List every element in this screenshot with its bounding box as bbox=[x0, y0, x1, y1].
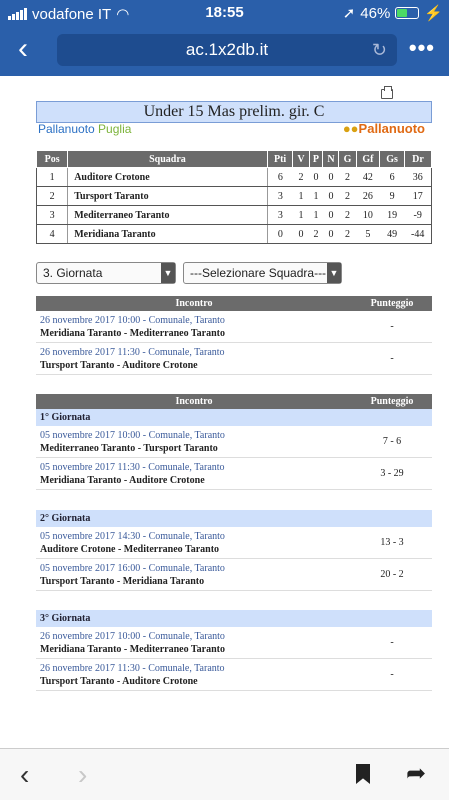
round-header bbox=[36, 409, 432, 426]
standings-cell: 0 bbox=[293, 225, 309, 244]
standings-cell: 1 bbox=[309, 187, 323, 206]
back-arrow-icon[interactable]: ‹ bbox=[20, 759, 30, 790]
logo-left-text-b: Puglia bbox=[98, 122, 132, 136]
match-date: 26 novembre 2017 11:30 - Comunale, Taranto bbox=[40, 663, 225, 674]
standings-cell: 19 bbox=[380, 206, 405, 225]
battery-icon bbox=[395, 7, 419, 19]
match-info bbox=[36, 458, 352, 490]
standings-cell: 2 bbox=[37, 187, 68, 206]
team-name: Mediterraneo Taranto bbox=[68, 206, 268, 225]
standings-cell: 2 bbox=[339, 187, 356, 206]
standings-cell: 0 bbox=[323, 206, 339, 225]
match-score: - bbox=[352, 343, 432, 375]
standings-cell: 3 bbox=[267, 206, 293, 225]
match-teams: Tursport Taranto - Auditore Crotone bbox=[40, 360, 198, 371]
standings-cell: -44 bbox=[404, 225, 431, 244]
carrier-label: vodafone IT bbox=[32, 5, 112, 23]
match-row[interactable] bbox=[36, 343, 432, 375]
standings-col-3: V bbox=[293, 151, 309, 168]
match-row[interactable] bbox=[36, 558, 432, 590]
col-punteggio: Punteggio bbox=[352, 394, 432, 409]
round-label: 1° Giornata bbox=[36, 409, 432, 426]
status-right bbox=[343, 4, 443, 22]
team-select[interactable] bbox=[183, 262, 342, 284]
standings-row[interactable] bbox=[37, 187, 432, 206]
standings-cell: 1 bbox=[293, 187, 309, 206]
spacer-row bbox=[36, 590, 432, 610]
standings-cell: 2 bbox=[293, 168, 309, 187]
match-row[interactable] bbox=[36, 426, 432, 458]
standings-col-5: N bbox=[323, 151, 339, 168]
match-date: 05 novembre 2017 10:00 - Comunale, Taranto bbox=[40, 430, 225, 441]
match-date: 26 novembre 2017 10:00 - Comunale, Taranto bbox=[40, 631, 225, 642]
match-teams: Mediterraneo Taranto - Tursport Taranto bbox=[40, 443, 218, 454]
standings-cell: 3 bbox=[267, 187, 293, 206]
team-name: Tursport Taranto bbox=[68, 187, 268, 206]
standings-cell: 26 bbox=[356, 187, 380, 206]
forward-arrow-icon[interactable]: › bbox=[78, 759, 88, 790]
address-row bbox=[0, 30, 449, 70]
standings-col-2: Pti bbox=[267, 151, 293, 168]
standings-cell: 2 bbox=[309, 225, 323, 244]
match-score: 7 - 6 bbox=[352, 426, 432, 458]
spacer-row bbox=[36, 490, 432, 510]
match-score: 20 - 2 bbox=[352, 558, 432, 590]
logo-left-text-a: Pallanuoto bbox=[38, 122, 99, 136]
match-score: 3 - 29 bbox=[352, 458, 432, 490]
browser-top-bar bbox=[0, 0, 449, 76]
match-info bbox=[36, 527, 352, 559]
page-title: Under 15 Mas prelim. gir. C bbox=[36, 101, 432, 123]
match-row[interactable] bbox=[36, 311, 432, 343]
charging-icon: ⚡ bbox=[424, 5, 443, 22]
standings-cell: 6 bbox=[267, 168, 293, 187]
standings-col-1: Squadra bbox=[68, 151, 268, 168]
standings-cell: -9 bbox=[404, 206, 431, 225]
back-chevron-icon[interactable]: ‹ bbox=[18, 32, 28, 65]
standings-cell: 42 bbox=[356, 168, 380, 187]
match-date: 05 novembre 2017 14:30 - Comunale, Taranto bbox=[40, 530, 225, 542]
match-info bbox=[36, 426, 352, 458]
current-round-table bbox=[36, 296, 432, 375]
match-info bbox=[36, 558, 352, 590]
standings-cell: 2 bbox=[339, 168, 356, 187]
standings-cell: 1 bbox=[293, 206, 309, 225]
match-info bbox=[36, 343, 352, 375]
match-date: 26 novembre 2017 11:30 - Comunale, Taranto bbox=[40, 347, 225, 358]
standings-cell: 0 bbox=[323, 225, 339, 244]
url-field[interactable] bbox=[57, 34, 397, 66]
browser-bottom-toolbar bbox=[0, 748, 449, 800]
standings-row[interactable] bbox=[37, 225, 432, 244]
match-teams: Meridiana Taranto - Mediterraneo Taranto bbox=[40, 328, 225, 339]
team-select-value: ---Selezionare Squadra--- bbox=[190, 266, 327, 280]
match-date: 26 novembre 2017 10:00 - Comunale, Taranto bbox=[40, 315, 225, 326]
match-info bbox=[36, 311, 352, 343]
spacer-cell bbox=[36, 590, 432, 610]
team-name: Meridiana Taranto bbox=[68, 225, 268, 244]
col-incontro: Incontro bbox=[36, 394, 352, 409]
standings-cell: 1 bbox=[37, 168, 68, 187]
standings-cell: 2 bbox=[339, 225, 356, 244]
match-teams: Meridiana Taranto - Auditore Crotone bbox=[40, 475, 205, 486]
reload-icon[interactable]: ↻ bbox=[371, 40, 387, 60]
match-score: - bbox=[352, 659, 432, 691]
standings-cell: 0 bbox=[323, 187, 339, 206]
standings-cell: 6 bbox=[380, 168, 405, 187]
standings-row[interactable] bbox=[37, 206, 432, 225]
standings-col-9: Dr bbox=[404, 151, 431, 168]
location-icon: ➚ bbox=[342, 5, 356, 22]
match-score: 13 - 3 bbox=[352, 527, 432, 559]
more-menu-button[interactable]: ••• bbox=[408, 35, 435, 60]
standings-col-6: G bbox=[339, 151, 356, 168]
pallanuoto-puglia-logo[interactable] bbox=[38, 122, 131, 136]
bookmark-icon[interactable] bbox=[356, 764, 370, 784]
logo-right-dots: ●● bbox=[342, 121, 359, 136]
battery-percent: 46% bbox=[360, 4, 391, 22]
wifi-icon: ◠ bbox=[116, 6, 130, 23]
standings-header-row bbox=[37, 151, 432, 168]
standings-cell: 17 bbox=[404, 187, 431, 206]
match-row[interactable] bbox=[36, 627, 432, 659]
standings-cell: 5 bbox=[356, 225, 380, 244]
print-icon[interactable] bbox=[381, 89, 393, 99]
standings-cell: 0 bbox=[323, 168, 339, 187]
status-bar bbox=[0, 0, 449, 26]
match-date: 05 novembre 2017 11:30 - Comunale, Taranto bbox=[40, 462, 225, 473]
round-select[interactable] bbox=[36, 262, 176, 284]
standings-cell: 2 bbox=[339, 206, 356, 225]
pallanuoto-logo[interactable] bbox=[343, 121, 425, 136]
match-teams: Meridiana Taranto - Mediterraneo Taranto bbox=[40, 644, 225, 655]
standings-cell: 0 bbox=[309, 168, 323, 187]
match-info bbox=[36, 659, 352, 691]
dropdown-arrow-icon: ▼ bbox=[161, 263, 175, 283]
logo-right-text: Pallanuoto bbox=[358, 121, 425, 136]
match-teams: Tursport Taranto - Meridiana Taranto bbox=[40, 575, 205, 587]
spacer-cell bbox=[36, 490, 432, 510]
standings-cell: 36 bbox=[404, 168, 431, 187]
url-text: ac.1x2db.it bbox=[185, 40, 269, 59]
standings-col-7: Gf bbox=[356, 151, 380, 168]
dropdown-arrow-icon: ▼ bbox=[327, 263, 341, 283]
share-icon[interactable]: ➦ bbox=[406, 760, 427, 787]
round-select-value: 3. Giornata bbox=[43, 266, 103, 280]
match-row[interactable] bbox=[36, 458, 432, 490]
standings-cell: 10 bbox=[356, 206, 380, 225]
standings-col-8: Gs bbox=[380, 151, 405, 168]
standings-cell: 4 bbox=[37, 225, 68, 244]
round-header bbox=[36, 610, 432, 627]
col-punteggio: Punteggio bbox=[352, 296, 432, 311]
standings-cell: 9 bbox=[380, 187, 405, 206]
standings-row[interactable] bbox=[37, 168, 432, 187]
round-label: 2° Giornata bbox=[36, 510, 432, 527]
clock: 18:55 bbox=[205, 4, 244, 21]
col-incontro: Incontro bbox=[36, 296, 352, 311]
standings-cell: 49 bbox=[380, 225, 405, 244]
standings-table bbox=[36, 150, 432, 244]
all-rounds-table bbox=[36, 394, 432, 691]
match-teams: Tursport Taranto - Auditore Crotone bbox=[40, 676, 198, 687]
match-info bbox=[36, 627, 352, 659]
standings-col-4: P bbox=[309, 151, 323, 168]
standings-cell: 3 bbox=[37, 206, 68, 225]
match-score: - bbox=[352, 311, 432, 343]
match-row[interactable] bbox=[36, 527, 432, 559]
standings-cell: 0 bbox=[267, 225, 293, 244]
standings-cell: 1 bbox=[309, 206, 323, 225]
standings-col-0: Pos bbox=[37, 151, 68, 168]
web-page bbox=[0, 76, 449, 748]
match-row[interactable] bbox=[36, 659, 432, 691]
round-header bbox=[36, 510, 432, 527]
match-teams: Auditore Crotone - Mediterraneo Taranto bbox=[40, 543, 220, 555]
match-date: 05 novembre 2017 16:00 - Comunale, Taranto bbox=[40, 562, 225, 574]
round-label: 3° Giornata bbox=[36, 610, 432, 627]
team-name: Auditore Crotone bbox=[68, 168, 268, 187]
match-score: - bbox=[352, 627, 432, 659]
